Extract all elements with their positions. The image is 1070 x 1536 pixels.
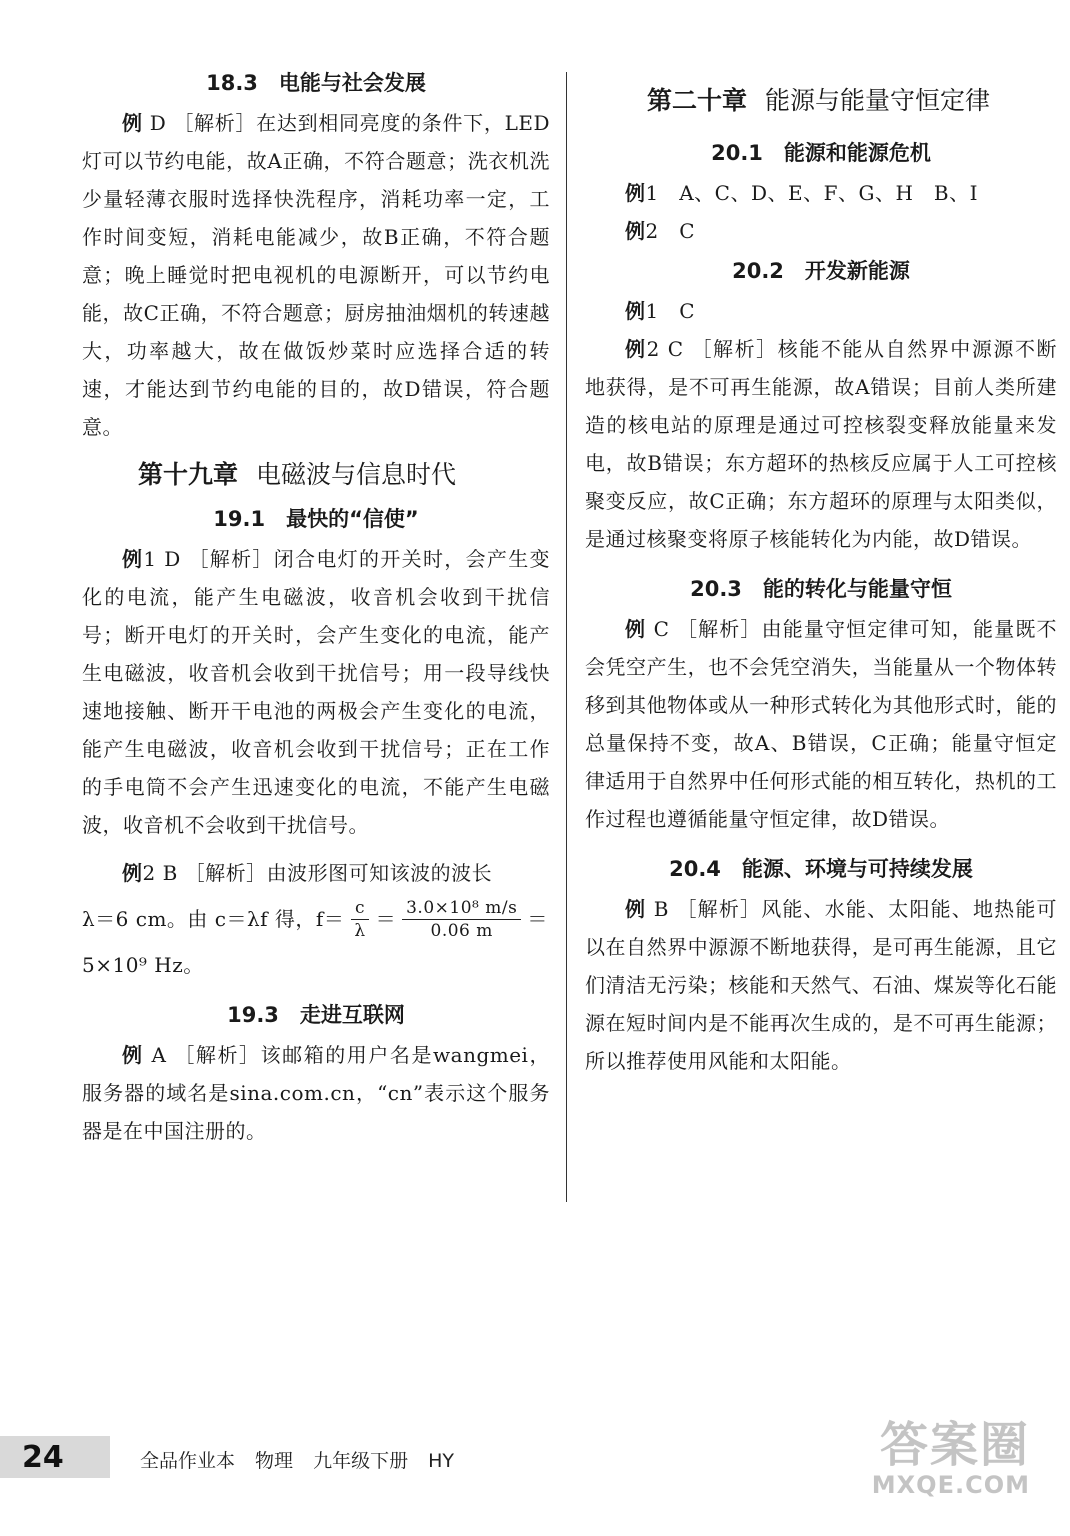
section-title-20-3: 20.3 能的转化与能量守恒 <box>690 577 952 601</box>
chapter-name: 电磁波与信息时代 <box>256 460 457 489</box>
analysis-text: 风能、水能、太阳能、地热能可以在自然界中源源不断地获得，是可再生能源，且它们清洁无污染；核能和天然气、石油、煤炭等化石能源在短时间内是不能再次生成的，是不可再生能源；所以推荐使用风能和太阳能。 <box>585 897 1058 1073</box>
example-2-paragraph <box>82 854 550 892</box>
answer: C <box>646 617 677 641</box>
analysis-tag: ［解析］ <box>188 547 274 571</box>
example-label: 例 <box>122 1043 144 1067</box>
analysis-text: 核能不能从自然界中源源不断地获得，是不可再生能源，故A错误；目前人类所建造的核电站的原理是通过可控核裂变释放能量来发电，故B错误；东方超环的热核反应属于人工可控核聚变反应，故C正确；东方超环的原理与太阳类似，是通过核聚变将原子核能转化为内能，故D错误。 <box>585 337 1058 551</box>
analysis-text: 由波形图可知该波的波长 <box>266 861 493 885</box>
chapter-20-heading <box>585 78 1057 124</box>
wavelength-formula <box>82 892 550 946</box>
formula-prefix: λ＝6 cm。由 c＝λf 得，f＝ <box>82 907 345 931</box>
example-label: 例 <box>625 219 646 243</box>
example-label: 例 <box>625 181 646 205</box>
fraction-denominator: 0.06 m <box>430 920 493 941</box>
example-index: 1 <box>645 181 659 205</box>
example-index: 1 <box>143 547 157 571</box>
example-paragraph <box>585 890 1057 1080</box>
example-2-paragraph <box>585 330 1057 558</box>
section-title-20-1: 20.1 能源和能源危机 <box>711 141 931 165</box>
analysis-tag: ［解析］ <box>173 111 257 135</box>
section-title-19-3: 19.3 走进互联网 <box>227 1003 405 1027</box>
chapter-number: 第二十章 <box>647 86 748 115</box>
example-label: 例 <box>122 547 144 571</box>
analysis-tag: ［解析］ <box>676 617 762 641</box>
analysis-text: 闭合电灯的开关时，会产生变化的电流，能产生电磁波，收音机会收到干扰信号；断开电灯的开关时，会产生变化的电流，能产生电磁波，收音机会收到干扰信号；用一段导线快速地接触、断开干电池的两极会产生变化的电流，能产生电磁波，收音机会收到干扰信号；正在工作的手电筒不会产生迅速变化的电流，不能产生电磁波，收音机不会收到干扰信号。 <box>82 547 551 837</box>
analysis-tag: ［解析］ <box>691 337 778 361</box>
chapter-number: 第十九章 <box>138 460 239 489</box>
watermark-logo <box>872 1418 1030 1498</box>
left-column <box>82 62 550 1150</box>
example-index: 2 <box>645 219 659 243</box>
section-title-19-1: 19.1 最快的“信使” <box>213 507 419 531</box>
fraction-speed-over-wavelength <box>402 897 521 942</box>
example-1-paragraph <box>585 174 1057 212</box>
book-info: 全品作业本 物理 九年级下册 HY <box>140 1450 455 1472</box>
watermark-text: 答案圈 <box>879 1417 1030 1473</box>
chapter-name: 能源与能量守恒定律 <box>765 86 991 115</box>
equals-sign: ＝ <box>375 907 397 931</box>
fraction-denominator: λ <box>354 920 366 941</box>
example-paragraph <box>82 104 550 446</box>
page-number: 24 <box>22 1440 64 1475</box>
formula-suffix: ＝ <box>527 907 548 931</box>
page-number-box <box>0 1436 110 1478</box>
answer: B <box>155 861 185 885</box>
answer: A、C、D、E、F、G、H B、I <box>679 181 979 205</box>
example-2-paragraph <box>585 212 1057 250</box>
example-paragraph <box>585 610 1057 838</box>
section-title-20-2: 20.2 开发新能源 <box>732 259 910 283</box>
example-index: 2 <box>142 861 156 885</box>
example-label: 例 <box>625 299 646 323</box>
section-title-18-3: 18.3 电能与社会发展 <box>206 71 426 95</box>
example-label: 例 <box>625 897 647 921</box>
example-label: 例 <box>122 861 143 885</box>
example-1-paragraph <box>585 292 1057 330</box>
example-label: 例 <box>625 617 647 641</box>
chapter-19-heading <box>82 452 550 498</box>
answer: D <box>156 547 189 571</box>
right-column <box>585 62 1057 1080</box>
analysis-text: 该邮箱的用户名是wangmei，服务器的域名是sina.com.cn，“cn”表示这个服务器是在中国注册的。 <box>82 1043 551 1143</box>
example-index: 1 <box>645 299 659 323</box>
example-index: 2 <box>646 337 660 361</box>
analysis-tag: ［解析］ <box>184 861 267 885</box>
answer: B <box>646 897 677 921</box>
example-label: 例 <box>122 111 143 135</box>
fraction-c-over-lambda <box>350 897 369 942</box>
analysis-text: 由能量守恒定律可知，能量既不会凭空产生，也不会凭空消失，当能量从一个物体转移到其他物体或从一种形式转化为其他形式时，能的总量保持不变，故A、B错误，C正确；能量守恒定律适用于自然界中任何形式能的相互转化，热机的工作过程也遵循能量守恒定律，故D错误。 <box>585 617 1058 831</box>
analysis-tag: ［解析］ <box>174 1043 261 1067</box>
example-1-paragraph <box>82 540 550 844</box>
watermark-url: MXQE.COM <box>871 1471 1030 1499</box>
example-paragraph <box>82 1036 550 1150</box>
fraction-numerator: c <box>351 897 369 920</box>
answer: A <box>143 1043 175 1067</box>
answer: C <box>679 219 696 243</box>
section-title-20-4: 20.4 能源、环境与可持续发展 <box>669 857 973 881</box>
column-divider <box>566 72 567 1202</box>
fraction-numerator: 3.0×10⁸ m/s <box>402 897 521 920</box>
analysis-tag: ［解析］ <box>676 897 762 921</box>
analysis-text: 在达到相同亮度的条件下，LED灯可以节约电能，故A正确，不符合题意；洗衣机洗少量轻薄衣服时选择快洗程序，消耗功率一定，工作时间变短，消耗电能减少，故B正确，不符合题意；晚上睡觉时把电视机的电源断开，可以节约电能，故C正确，不符合题意；厨房抽油烟机的转速越大，功率越大，故在做饭炒菜时应选择合适的转速，才能达到节约电能的目的，故D错误，符合题意。 <box>82 111 551 439</box>
formula-result: 5×10⁹ Hz。 <box>82 953 204 977</box>
answer: C <box>659 337 692 361</box>
answer: D <box>142 111 174 135</box>
example-label: 例 <box>625 337 647 361</box>
page-footer <box>0 1417 1070 1499</box>
answer: C <box>679 299 696 323</box>
